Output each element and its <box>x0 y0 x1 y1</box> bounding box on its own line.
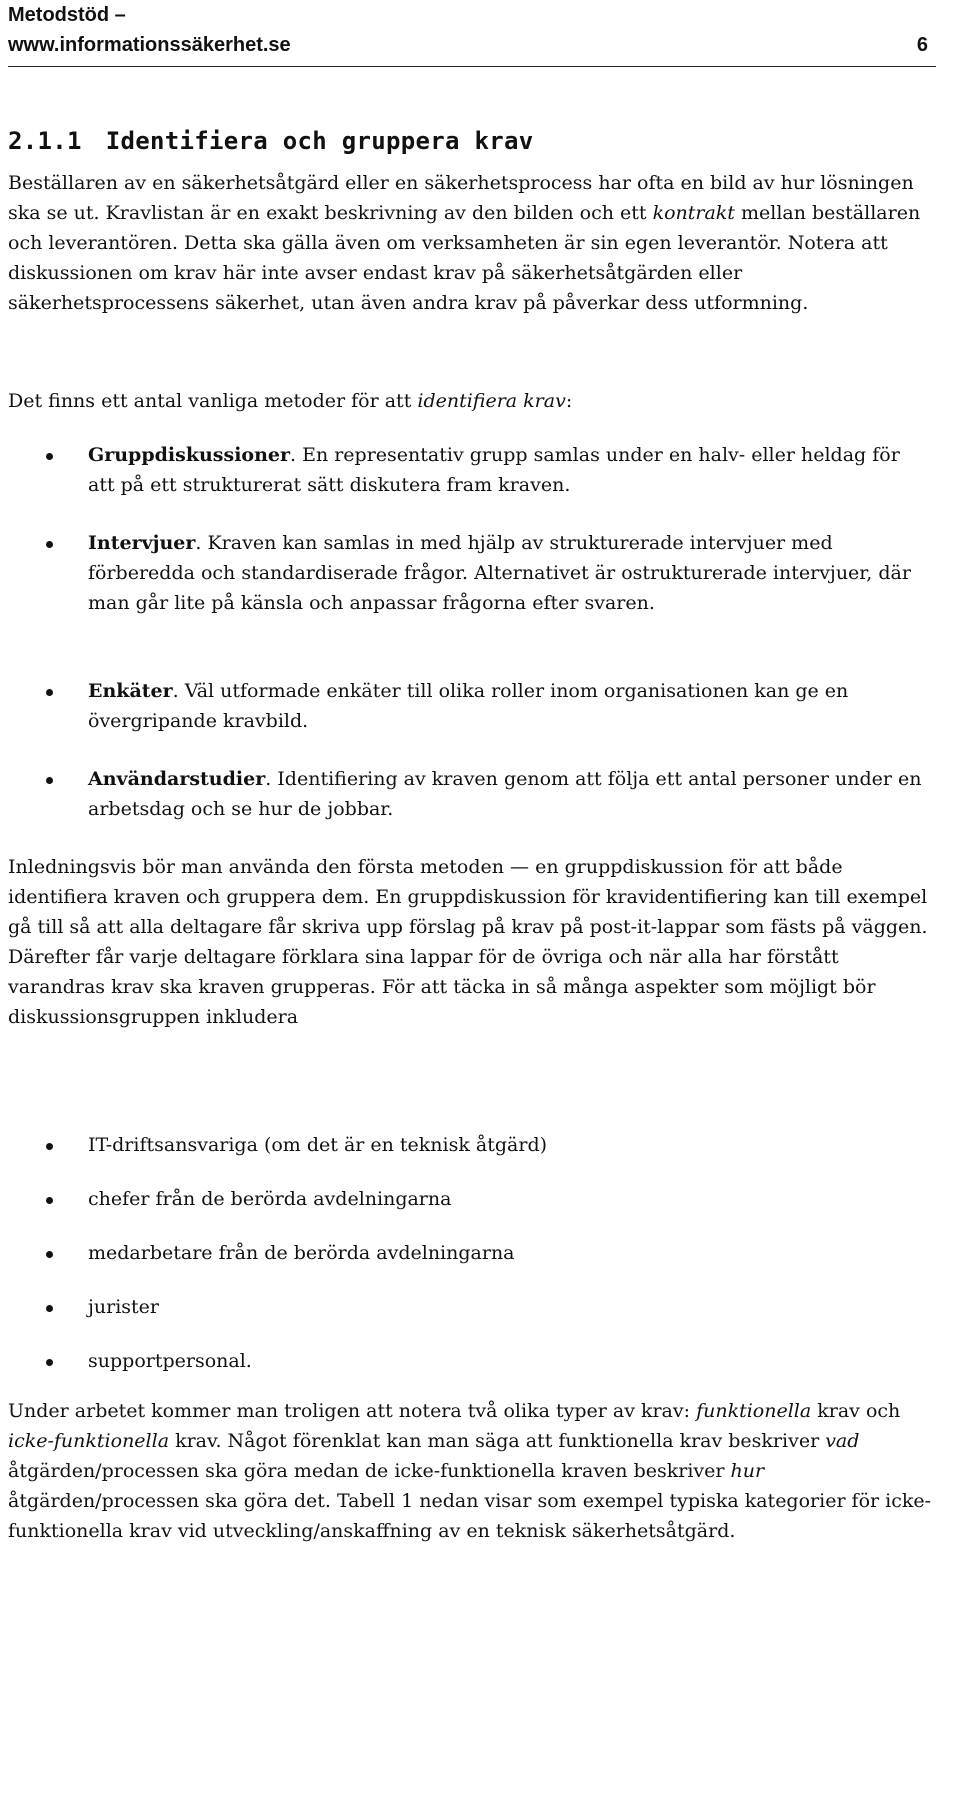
methods-list-item-3 <box>8 676 932 736</box>
participant-text: supportpersonal. <box>88 1350 252 1372</box>
list-item <box>8 1292 932 1322</box>
text-span: krav. Något förenklat kan man säga att funktionella krav beskriver <box>169 1430 826 1452</box>
method-term: Enkäter <box>88 680 173 702</box>
method-term: Användarstudier <box>88 768 266 790</box>
bullet-icon <box>46 689 53 696</box>
method-term: Intervjuer <box>88 532 196 554</box>
participants-list-item-4 <box>8 1292 932 1322</box>
section-title: Identifiera och gruppera krav <box>105 127 534 155</box>
method-description: . En representativ grupp samlas under en halv- eller heldag för att på ett strukturerat sätt diskutera fram kraven. <box>88 444 900 496</box>
participants-list-item-3 <box>8 1238 932 1268</box>
emphasis-vad: vad <box>825 1430 860 1452</box>
text-span: Beställaren av en säkerhetsåtgärd eller en säkerhetsprocess har ofta en bild av hur lösningen ska se ut. Kravlistan är en exakt beskrivning av den bilden och ett <box>8 172 914 224</box>
list-item <box>8 1346 932 1376</box>
text-span: Det finns ett antal vanliga metoder för att <box>8 390 418 412</box>
list-item <box>8 1238 932 1268</box>
section-heading <box>8 126 928 156</box>
participants-list-item-2 <box>8 1184 932 1214</box>
text-span: Under arbetet kommer man troligen att notera två olika typer av krav: <box>8 1400 697 1422</box>
list-item <box>8 676 932 736</box>
participants-list-item-5 <box>8 1346 932 1376</box>
bullet-icon <box>46 1251 53 1258</box>
list-item <box>8 1184 932 1214</box>
participant-text: chefer från de berörda avdelningarna <box>88 1188 452 1210</box>
emphasis-funktionella: funktionella <box>696 1400 812 1422</box>
paragraph-methods-intro <box>8 386 932 416</box>
method-description: . Identifiering av kraven genom att följa ett antal personer under en arbetsdag och se hur de jobbar. <box>88 768 922 820</box>
participant-text: medarbetare från de berörda avdelningarna <box>88 1242 515 1264</box>
list-item <box>8 528 932 618</box>
bullet-icon <box>46 453 53 460</box>
text-span: åtgärden/processen ska göra medan de icke-funktionella kraven beskriver <box>8 1460 731 1482</box>
list-item <box>8 440 932 500</box>
text-span: åtgärden/processen ska göra det. Tabell 1 nedan visar som exempel typiska kategorier för icke-funktionella krav vid utveckling/anskaffning av en teknisk säkerhetsåtgärd. <box>8 1490 932 1542</box>
list-item <box>8 764 932 824</box>
emphasis-icke-funktionella: icke-funktionella <box>8 1430 170 1452</box>
header-website: www.informationssäkerhet.se <box>8 34 291 56</box>
list-item <box>8 1130 932 1160</box>
participant-text: jurister <box>88 1296 159 1318</box>
paragraph-requirement-types <box>8 1396 932 1546</box>
emphasis-identifiera-krav: identifiera krav <box>417 390 566 412</box>
page-header <box>8 0 936 67</box>
page-number: 6 <box>916 34 928 56</box>
bullet-icon <box>46 777 53 784</box>
bullet-icon <box>46 1197 53 1204</box>
bullet-icon <box>46 1305 53 1312</box>
section-number: 2.1.1 <box>8 127 82 155</box>
method-description: . Kraven kan samlas in med hjälp av strukturerade intervjuer med förberedda och standardiserade frågor. Alternativet är ostrukturerade intervjuer, där man går lite på känsla och anpassar frågorna efter svaren. <box>88 532 911 614</box>
header-title: Metodstöd – <box>8 4 126 26</box>
emphasis-hur: hur <box>730 1460 765 1482</box>
methods-list-item-2 <box>8 528 932 618</box>
methods-list-item-4 <box>8 764 932 824</box>
bullet-icon <box>46 541 53 548</box>
methods-list-item-1 <box>8 440 932 500</box>
participant-text: IT-driftsansvariga (om det är en teknisk åtgärd) <box>88 1134 548 1156</box>
method-term: Gruppdiskussioner <box>88 444 290 466</box>
bullet-icon <box>46 1359 53 1366</box>
text-span: : <box>565 390 573 412</box>
emphasis-kontrakt: kontrakt <box>652 202 735 224</box>
paragraph-intro <box>8 168 932 318</box>
bullet-icon <box>46 1143 53 1150</box>
method-description: . Väl utformade enkäter till olika roller inom organisationen kan ge en övergripande kravbild. <box>88 680 849 732</box>
text-span: krav och <box>811 1400 901 1422</box>
participants-list-item-1 <box>8 1130 932 1160</box>
paragraph-group-discussion: Inledningsvis bör man använda den första metoden — en gruppdiskussion för att både identifiera kraven och gruppera dem. En gruppdiskussion för kravidentifiering kan till exempel gå till så att alla deltagare får skriva upp förslag på krav på post-it-lappar som fästs på väggen. Därefter får varje deltagare förklara sina lappar för de övriga och när alla har förstått varandras krav ska kraven grupperas. För att täcka in så många aspekter som möjligt bör diskussionsgruppen inkludera <box>8 856 928 1028</box>
text-span: mellan beställaren och leverantören. Detta ska gälla även om verksamheten är sin egen leverantör. Notera att diskussionen om krav här inte avser endast krav på säkerhetsåtgärden eller säkerhetsprocessens säkerhet, utan även andra krav på påverkar dess utformning. <box>8 202 921 314</box>
